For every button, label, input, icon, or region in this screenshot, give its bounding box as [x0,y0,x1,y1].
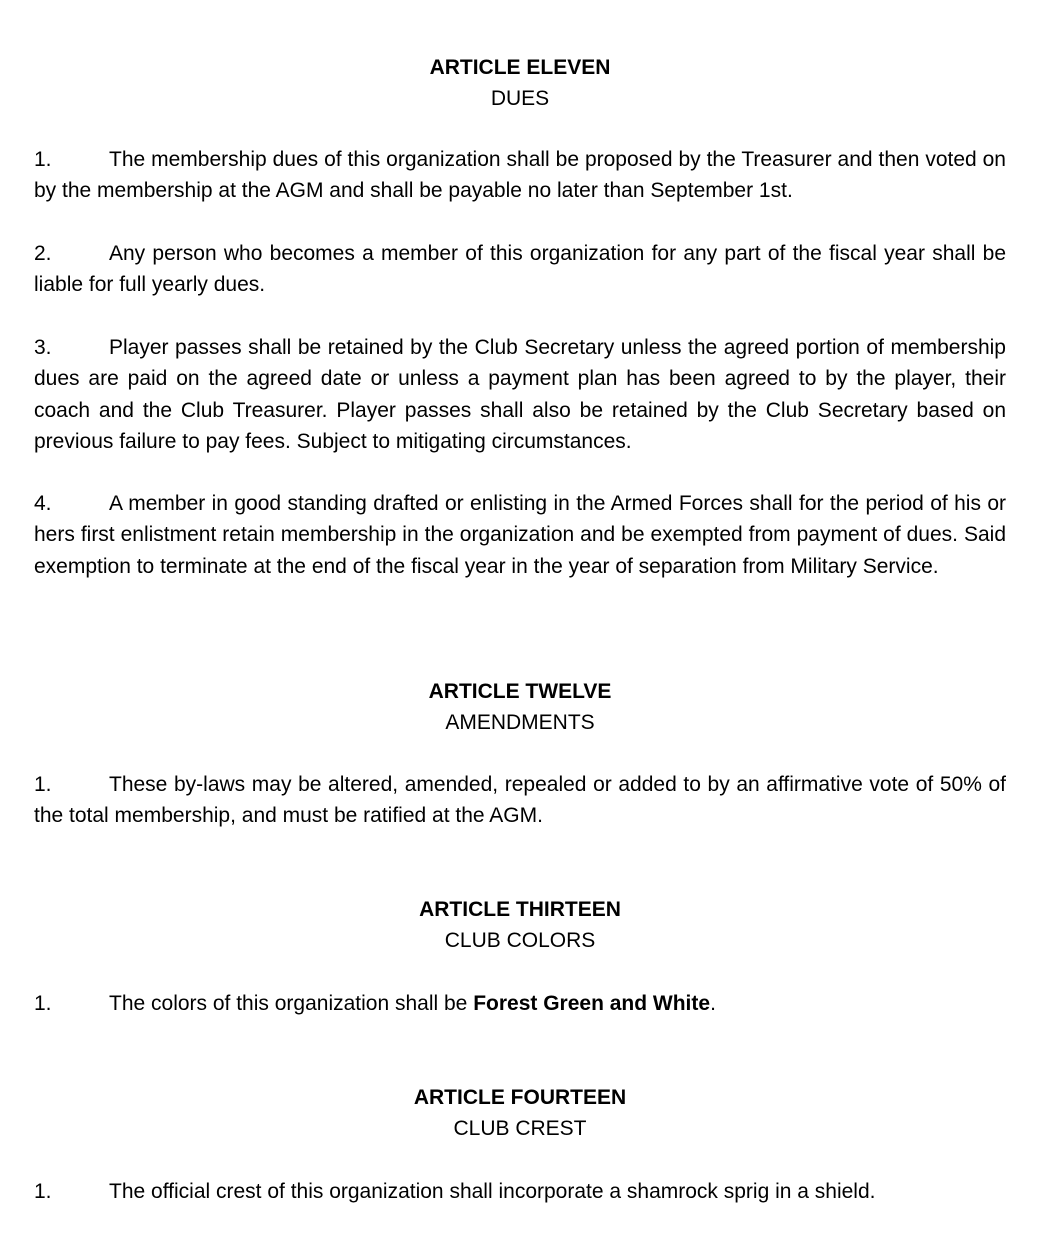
article-thirteen [34,894,1006,956]
clause-11-2 [34,238,1006,301]
clause-text: The membership dues of this organization shall be proposed by the Treasurer and then voted on by the membership at the AGM and shall be payable no later than September 1st. [34,148,1006,203]
clause-text: The colors of this organization shall be [109,992,474,1015]
clause-11-1 [34,144,1006,207]
clause-14-1 [34,1176,1006,1207]
article-eleven [34,52,1006,114]
clause-text: Player passes shall be retained by the Club Secretary unless the agreed portion of membership dues are paid on the agreed date or unless a payment plan has been agreed to by the player, their coach and the Club Treasurer. Player passes shall also be retained by the Club Secretary based on previous failure to pay fees. Subject to mitigating circumstances. [34,336,1006,453]
article-heading: ARTICLE ELEVEN [429,56,611,79]
clause-text: Any person who becomes a member of this organization for any part of the fiscal year shall be liable for full yearly dues. [34,242,1006,297]
clause-11-3 [34,332,1006,457]
clause-number: 2. [34,242,52,265]
article-subheading: CLUB CREST [453,1117,587,1140]
article-heading: ARTICLE TWELVE [428,680,612,703]
article-fourteen [34,1082,1006,1144]
clause-number: 1. [34,773,52,796]
clause-text: The official crest of this organization shall incorporate a shamrock sprig in a shield. [109,1180,876,1203]
clause-12-1 [34,769,1006,832]
article-twelve [34,676,1006,738]
clause-13-1 [34,988,1006,1019]
article-heading: ARTICLE THIRTEEN [419,898,621,921]
clause-number: 4. [34,492,52,515]
clause-number: 1. [34,1180,52,1203]
club-colors-value: Forest Green and White [473,992,711,1015]
clause-text: A member in good standing drafted or enlisting in the Armed Forces shall for the period of his or hers first enlistment retain membership in the organization and be exempted from payment of dues. Said exemption to terminate at the end of the fiscal year in the year of separation from Military Service. [34,492,1006,578]
article-heading: ARTICLE FOURTEEN [413,1086,627,1109]
clause-text: These by-laws may be altered, amended, repealed or added to by an affirmative vote of 50% of the total membership, and must be ratified at the AGM. [34,773,1006,828]
clause-number: 3. [34,336,52,359]
clause-text-end: . [710,992,716,1015]
article-subheading: AMENDMENTS [445,711,595,734]
article-subheading: CLUB COLORS [444,929,596,952]
clause-number: 1. [34,148,52,171]
clause-number: 1. [34,992,52,1015]
article-subheading: DUES [490,87,550,110]
clause-11-4 [34,488,1006,582]
